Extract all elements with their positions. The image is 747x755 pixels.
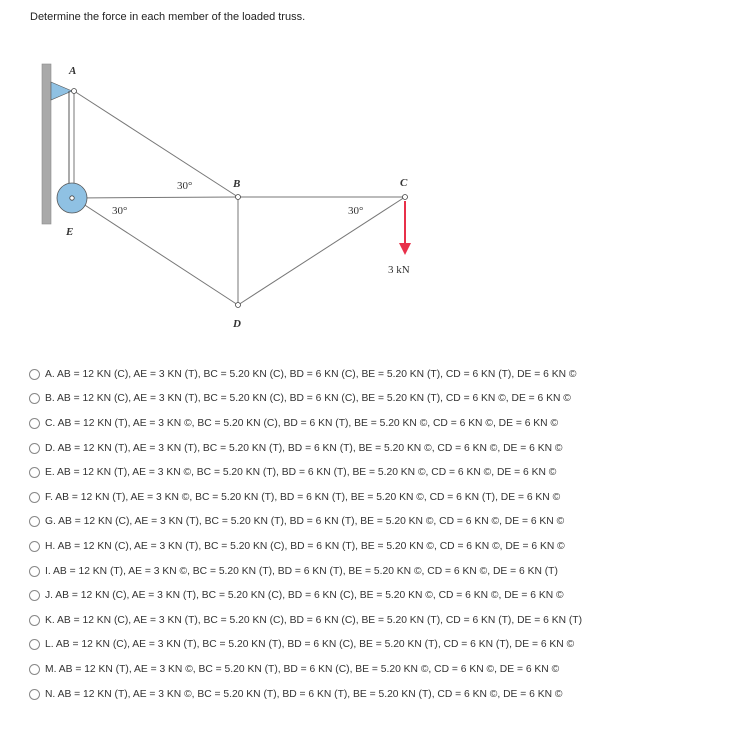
option-text: I. AB = 12 KN (T), AE = 3 KN ©, BC = 5.20 KN (T), BD = 6 KN (T), BE = 5.20 KN ©, CD = 6 KN ©, DE = 6 KN (T) <box>45 565 558 577</box>
radio-button[interactable] <box>29 590 40 601</box>
pin-b <box>236 195 241 200</box>
option-e[interactable] <box>29 460 744 485</box>
radio-button[interactable] <box>29 467 40 478</box>
member-ab <box>74 91 241 197</box>
option-text: L. AB = 12 KN (C), AE = 3 KN (T), BC = 5.20 KN (T), BD = 6 KN (C), BE = 5.20 KN (T), CD = 6 KN (T), DE = 6 KN © <box>45 639 575 651</box>
radio-button[interactable] <box>29 516 40 527</box>
option-g[interactable] <box>29 510 744 535</box>
option-text: E. AB = 12 KN (T), AE = 3 KN ©, BC = 5.20 KN (T), BD = 6 KN (T), BE = 5.20 KN ©, CD = 6 KN ©, DE = 6 KN © <box>45 467 557 479</box>
option-l[interactable] <box>29 633 744 658</box>
radio-button[interactable] <box>29 541 40 552</box>
radio-button[interactable] <box>29 443 40 454</box>
option-text: M. AB = 12 KN (T), AE = 3 KN ©, BC = 5.20 KN (T), BD = 6 KN (C), BE = 5.20 KN ©, CD = 6 KN ©, DE = 6 KN © <box>45 663 560 675</box>
option-b[interactable] <box>29 387 744 412</box>
radio-button[interactable] <box>29 369 40 380</box>
question-text: Determine the force in each member of the loaded truss. <box>30 11 306 23</box>
label-a: A <box>69 65 77 77</box>
option-i[interactable] <box>29 559 744 584</box>
option-h[interactable] <box>29 534 744 559</box>
option-text: H. AB = 12 KN (C), AE = 3 KN (T), BC = 5.20 KN (C), BD = 6 KN (T), BE = 5.20 KN ©, CD = 6 KN ©, DE = 6 KN © <box>45 540 565 552</box>
option-text: J. AB = 12 KN (C), AE = 3 KN (T), BC = 5.20 KN (C), BD = 6 KN (C), BE = 5.20 KN ©, CD = 6 KN ©, DE = 6 KN © <box>45 590 564 602</box>
option-text: G. AB = 12 KN (C), AE = 3 KN (T), BC = 5.20 KN (T), BD = 6 KN (T), BE = 5.20 KN ©, CD = 6 KN ©, DE = 6 KN © <box>45 516 565 528</box>
label-b: B <box>233 178 241 190</box>
member-cd <box>238 197 405 305</box>
radio-button[interactable] <box>29 615 40 626</box>
option-text: N. AB = 12 KN (T), AE = 3 KN ©, BC = 5.20 KN (T), BD = 6 KN (T), BE = 5.20 KN (T), CD = 6 KN ©, DE = 6 KN © <box>45 688 563 700</box>
option-j[interactable] <box>29 583 744 608</box>
pin-a <box>72 89 77 94</box>
label-d: D <box>233 318 241 330</box>
pin-d <box>236 303 241 308</box>
option-c[interactable] <box>29 411 744 436</box>
radio-button[interactable] <box>29 492 40 503</box>
truss-diagram <box>40 62 440 337</box>
option-text: A. AB = 12 KN (C), AE = 3 KN (T), BC = 5.20 KN (C), BD = 6 KN (C), BE = 5.20 KN (T), CD = 6 KN (T), DE = 6 KN © <box>45 368 577 380</box>
option-f[interactable] <box>29 485 744 510</box>
member-be <box>74 197 238 198</box>
radio-button[interactable] <box>29 418 40 429</box>
label-e: E <box>66 226 74 238</box>
angle-label-3: 30° <box>348 205 364 217</box>
option-text: B. AB = 12 KN (C), AE = 3 KN (T), BC = 5.20 KN (C), BD = 6 KN (C), BE = 5.20 KN (T), CD = 6 KN ©, DE = 6 KN © <box>45 393 571 405</box>
angle-label-2: 30° <box>112 205 128 217</box>
member-de <box>74 198 238 305</box>
option-text: K. AB = 12 KN (C), AE = 3 KN (T), BC = 5.20 KN (C), BD = 6 KN (C), BE = 5.20 KN (T), CD = 6 KN (T), DE = 6 KN (T) <box>45 614 583 626</box>
option-text: C. AB = 12 KN (T), AE = 3 KN ©, BC = 5.20 KN (C), BD = 6 KN (T), BE = 5.20 KN ©, CD = 6 KN ©, DE = 6 KN © <box>45 417 559 429</box>
angle-label-1: 30° <box>177 180 193 192</box>
option-text: F. AB = 12 KN (T), AE = 3 KN ©, BC = 5.20 KN (T), BD = 6 KN (T), BE = 5.20 KN ©, CD = 6 KN (T), DE = 6 KN © <box>45 491 561 503</box>
option-a[interactable] <box>29 362 744 387</box>
radio-button[interactable] <box>29 689 40 700</box>
radio-button[interactable] <box>29 566 40 577</box>
label-c: C <box>400 177 408 189</box>
radio-button[interactable] <box>29 639 40 650</box>
radio-button[interactable] <box>29 664 40 675</box>
answer-options <box>29 362 744 706</box>
option-d[interactable] <box>29 436 744 461</box>
wall <box>42 64 51 224</box>
radio-button[interactable] <box>29 393 40 404</box>
load-arrowhead <box>399 243 411 255</box>
option-text: D. AB = 12 KN (T), AE = 3 KN (T), BC = 5.20 KN (T), BD = 6 KN (T), BE = 5.20 KN ©, CD = 6 KN ©, DE = 6 KN © <box>45 442 563 454</box>
load-label: 3 kN <box>388 264 410 276</box>
option-n[interactable] <box>29 682 744 707</box>
pin-c <box>403 195 408 200</box>
option-k[interactable] <box>29 608 744 633</box>
option-m[interactable] <box>29 657 744 682</box>
